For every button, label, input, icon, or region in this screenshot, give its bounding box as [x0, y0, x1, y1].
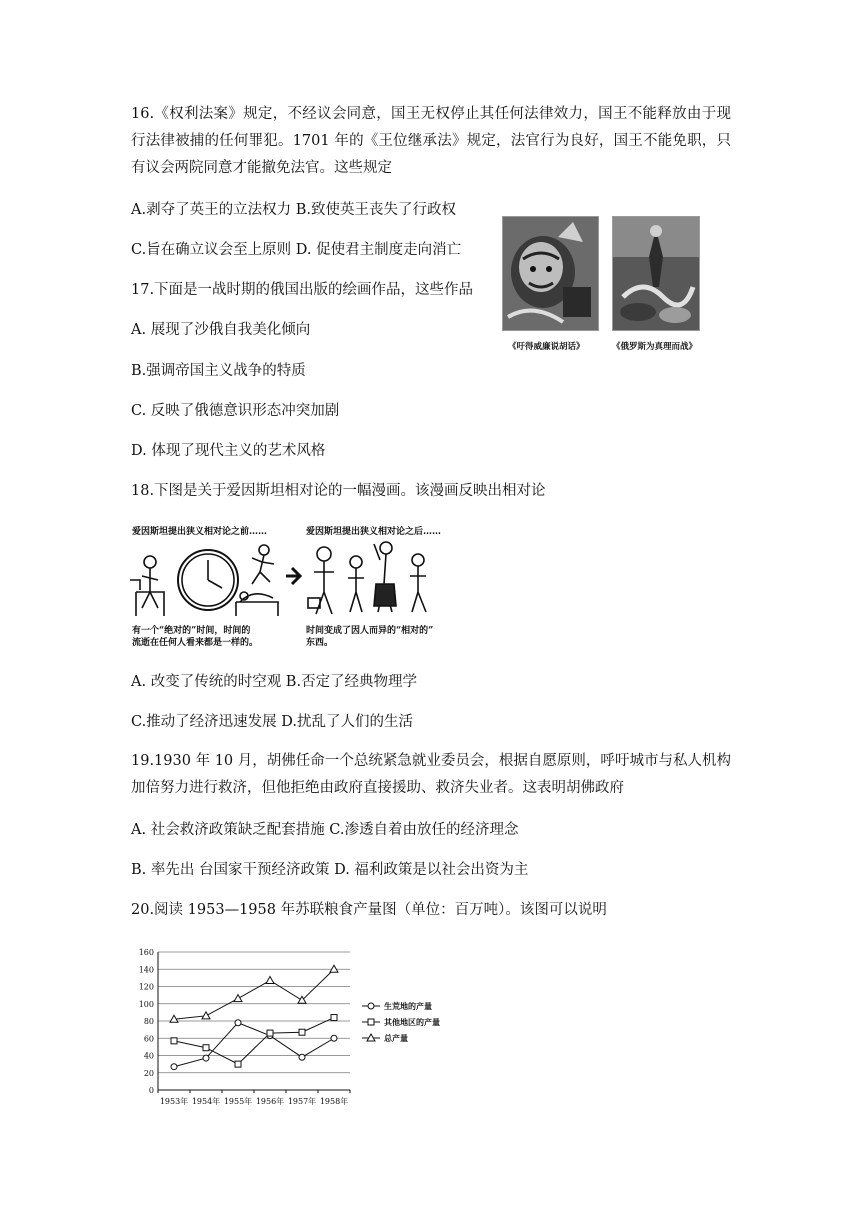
q17-option-a: A. 展现了沙俄自我美化倾向 — [131, 322, 311, 338]
x-tick-label: 1954年 — [191, 1097, 221, 1106]
triangle-marker — [202, 1012, 210, 1019]
circle-marker — [299, 1054, 305, 1060]
triangle-marker — [266, 976, 274, 983]
y-tick-label: 100 — [138, 999, 154, 1009]
cartoon-bottom-left-line-1: 有一个“绝对的”时间，时间的 — [132, 626, 251, 636]
chart-svg — [128, 944, 453, 1110]
q19-stem: 19.1930 年 10 月，胡佛任命一个总统紧急就业委员会，根据自愿原则，呼吁城市与私人机构加倍努力进行救济，但他拒绝由政府直接援助、救济失业者。这表明胡佛政府 — [131, 753, 731, 796]
painting-1 — [502, 216, 599, 331]
q17-option-b: B.强调帝国主义战争的特质 — [131, 363, 306, 379]
cartoon-bottom-right-line-1: 时间变成了因人而异的“相对的” — [306, 626, 434, 636]
legend-label-2: 总产量 — [384, 1033, 408, 1043]
cartoon-drawing — [128, 540, 454, 620]
x-tick-label: 1958年 — [319, 1097, 349, 1106]
circle-marker — [235, 1020, 241, 1026]
y-tick-label: 40 — [143, 1051, 154, 1061]
q19-options-bd: B. 率先出 台国家干预经济政策 D. 福利政策是以社会出资为主 — [131, 862, 529, 878]
q17-option-d: D. 体现了现代主义的艺术风格 — [131, 443, 326, 459]
triangle-marker — [234, 995, 242, 1002]
q16-options-ab: A.剥夺了英王的立法权力 B.致使英王丧失了行政权 — [131, 202, 456, 218]
y-tick-label: 160 — [138, 948, 154, 957]
painting-2 — [612, 216, 700, 331]
series-line-1 — [174, 1018, 334, 1065]
q17-stem: 17.下面是一战时期的俄国出版的绘画作品，这些作品 — [131, 282, 474, 298]
q18-options-ab: A. 改变了传统的时空观 B.否定了经典物理学 — [131, 674, 418, 690]
cartoon-bottom-left-line-2: 流逝在任何人看来都是一样的。 — [132, 638, 259, 648]
q18-stem: 18.下图是关于爱因斯坦相对论的一幅漫画。该漫画反映出相对论 — [131, 483, 546, 499]
series-line-2 — [174, 969, 334, 1019]
q17-option-c: C. 反映了俄德意识形态冲突加剧 — [131, 403, 340, 419]
y-tick-label: 80 — [143, 1017, 154, 1026]
q20-stem: 20.阅读 1953—1958 年苏联粮食产量图（单位：百万吨）。该图可以说明 — [131, 902, 607, 918]
legend-label-0: 生荒地的产量 — [384, 1001, 432, 1011]
y-tick-label: 140 — [138, 965, 154, 975]
circle-marker — [368, 1003, 374, 1009]
triangle-marker — [330, 965, 338, 972]
square-marker — [203, 1045, 209, 1051]
grain-production-chart — [128, 944, 453, 1110]
square-marker — [368, 1019, 374, 1025]
y-tick-label: 0 — [148, 1086, 154, 1095]
q16-stem: 16.《权利法案》规定，不经议会同意，国王无权停止其任何法律效力，国王不能释放由于现行法律被捕的任何罪犯。1701 年的《王位继承法》规定，法官行为良好，国王不能免职，只有议会两院同意才能撤免法官。这些规定 — [131, 106, 731, 176]
y-tick-label: 20 — [143, 1068, 154, 1078]
square-marker — [235, 1061, 241, 1067]
square-marker — [331, 1015, 337, 1021]
x-tick-label: 1956年 — [255, 1097, 285, 1106]
relativity-cartoon — [128, 522, 454, 652]
x-tick-label: 1953年 — [159, 1097, 189, 1106]
legend-label-1: 其他地区的产量 — [384, 1017, 440, 1027]
square-marker — [267, 1030, 273, 1036]
x-tick-label: 1955年 — [223, 1097, 253, 1106]
cartoon-bottom-right-line-2: 东西。 — [306, 638, 334, 648]
painting-2-caption: 《俄罗斯为真理而战》 — [612, 342, 698, 352]
y-tick-label: 120 — [138, 982, 154, 992]
cartoon-top-left-caption: 爱因斯坦提出狭义相对论之前…… — [132, 527, 268, 537]
square-marker — [299, 1029, 305, 1035]
q18-options-cd: C.推动了经济迅速发展 D.扰乱了人们的生活 — [131, 714, 414, 730]
square-marker — [171, 1038, 177, 1044]
circle-marker — [203, 1055, 209, 1061]
q16-options-cd: C.旨在确立议会至上原则 D. 促使君主制度走向消亡 — [131, 242, 462, 258]
circle-marker — [171, 1064, 177, 1070]
x-tick-label: 1957年 — [287, 1097, 317, 1106]
circle-marker — [331, 1035, 337, 1041]
cartoon-top-right-caption: 爱因斯坦提出狭义相对论之后…… — [306, 527, 442, 537]
series-line-0 — [174, 1023, 334, 1067]
painting-1-caption: 《吁得威廉说胡话》 — [508, 342, 585, 352]
y-tick-label: 60 — [143, 1034, 154, 1044]
q19-options-ac: A. 社会救济政策缺乏配套措施 C.渗透自着由放任的经济理念 — [131, 822, 519, 838]
